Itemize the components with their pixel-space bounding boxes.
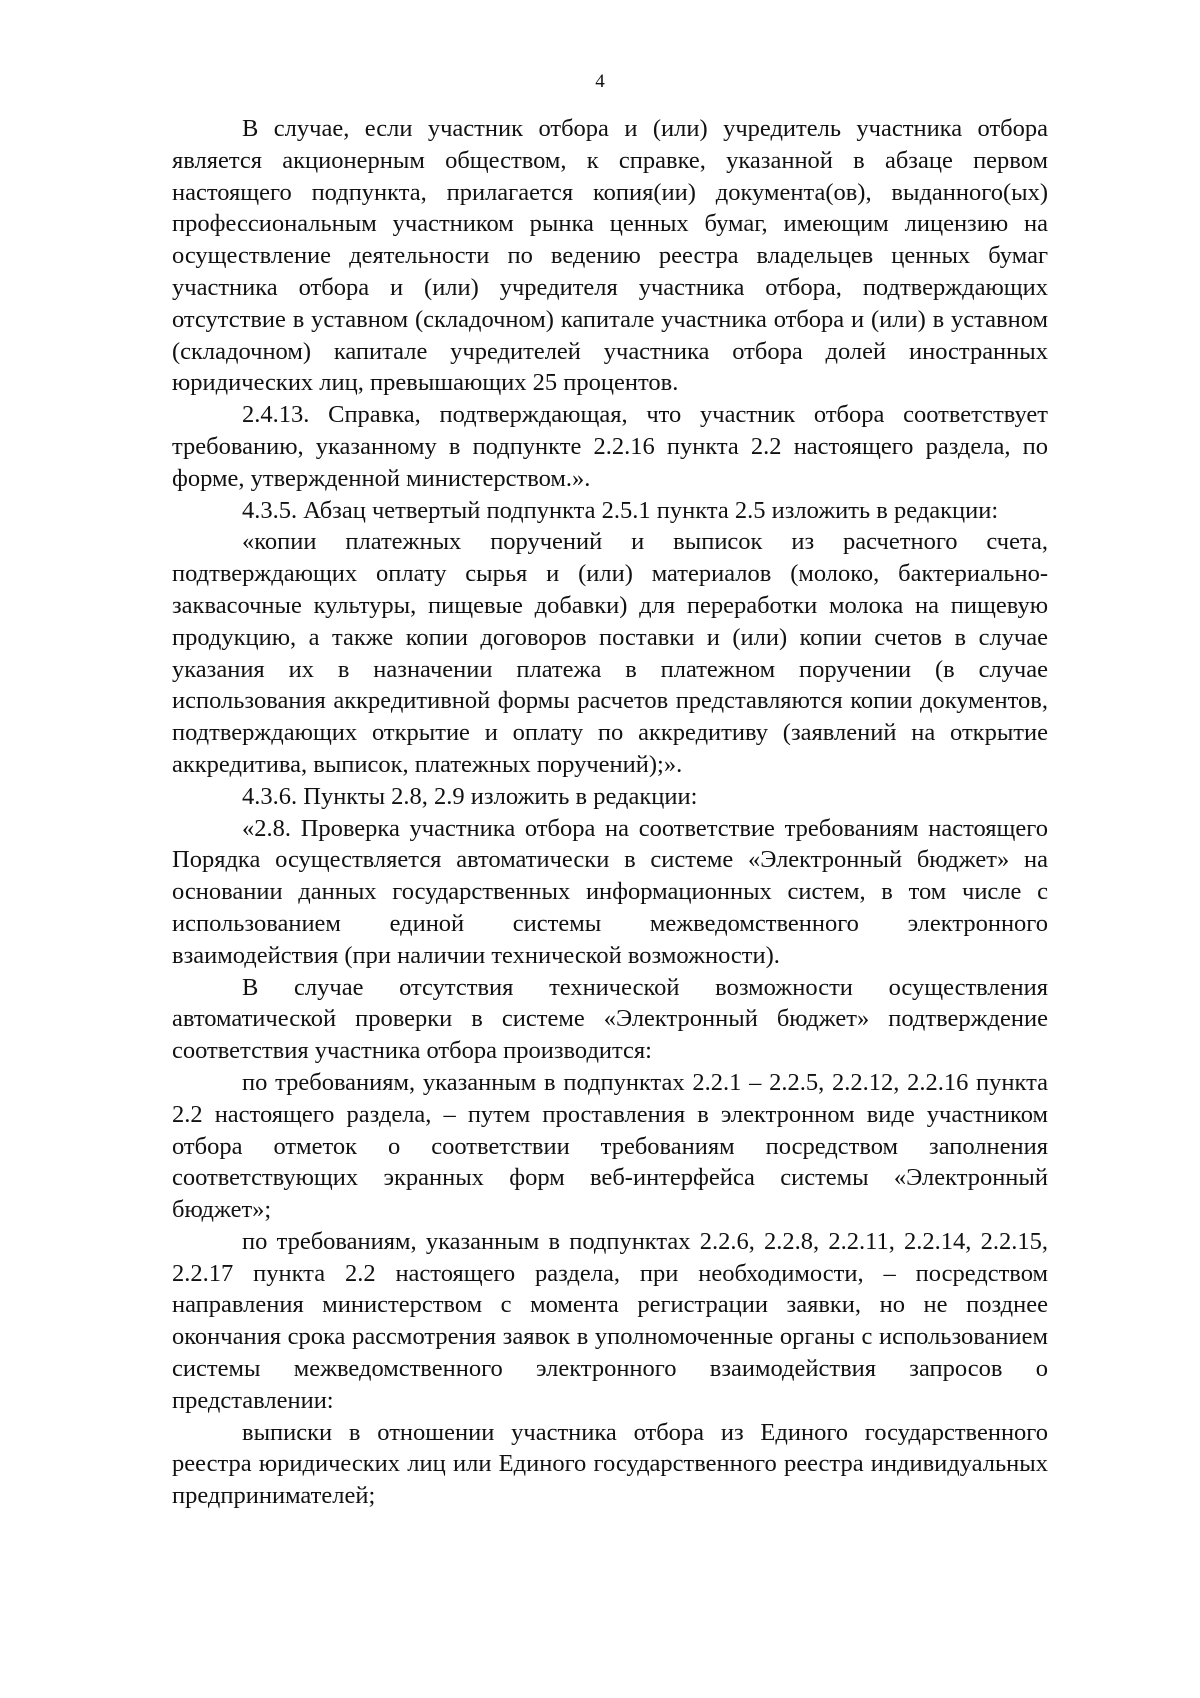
paragraph-payment-copies: «копии платежных поручений и выписок из расчетного счета, подтверждающих оплату сырья и (или) материалов (молоко, бактериально-заквасочные культуры, пищевые добавки) для переработки молока на пищевую продукцию, а также копии договоров поставки и (или) копии счетов в случае указания их в назначении платежа в платежном поручении (в случае использования аккредитивной формы расчетов представляются копии документов, подтверждающих открытие и оплату по аккредитиву (заявлений на открытие аккредитива, выписок, платежных поручений);».: [172, 528, 1048, 778]
paragraph-2-8: «2.8. Проверка участника отбора на соответствие требованиям настоящего Порядка осуществляется автоматически в системе «Электронный бюджет» на основании данных государственных информационных систем, в том числе с использованием единой системы межведомственного электронного взаимодействия (при наличии технической возможности).: [172, 814, 1048, 969]
paragraph-registry-extract: выписки в отношении участника отбора из Единого государственного реестра юридических лиц или Единого государственного реестра индивидуальных предпринимателей;: [172, 1418, 1048, 1510]
document-body: [172, 113, 1048, 1512]
paragraph-4-3-5: 4.3.5. Абзац четвертый подпункта 2.5.1 пункта 2.5 изложить в редакции:: [242, 496, 999, 524]
paragraph-4-3-6: 4.3.6. Пункты 2.8, 2.9 изложить в редакции:: [242, 782, 698, 810]
paragraph-2-4-13: 2.4.13. Справка, подтверждающая, что участник отбора соответствует требованию, указанному в подпункте 2.2.16 пункта 2.2 настоящего раздела, по форме, утвержденной министерством.».: [172, 401, 1048, 492]
paragraph-no-technical-possibility: В случае отсутствия технической возможности осуществления автоматической проверки в системе «Электронный бюджет» подтверждение соответствия участника отбора производится:: [172, 973, 1048, 1065]
paragraph-requirements-interagency-requests: по требованиям, указанным в подпунктах 2.2.6, 2.2.8, 2.2.11, 2.2.14, 2.2.15, 2.2.17 пункта 2.2 настоящего раздела, при необходимости, – посредством направления министерством с момента регистрации заявки, но не позднее окончания срока рассмотрения заявок в уполномоченные органы с использованием системы межведомственного электронного взаимодействия запросов о представлении:: [172, 1227, 1048, 1414]
paragraph-requirements-electronic-marks: по требованиям, указанным в подпунктах 2.2.1 – 2.2.5, 2.2.12, 2.2.16 пункта 2.2 настоящего раздела, – путем проставления в электронном виде участником отбора отметок о соответствии требованиям посредством заполнения соответствующих экранных форм веб-интерфейса системы «Электронный бюджет»;: [172, 1068, 1048, 1224]
paragraph-joint-stock-company: В случае, если участник отбора и (или) учредитель участника отбора является акционерным обществом, к справке, указанной в абзаце первом настоящего подпункта, прилагается копия(ии) документа(ов), выданного(ых) профессиональным участником рынка ценных бумаг, имеющим лицензию на осуществление деятельности по ведению реестра владельцев ценных бумаг участника отбора и (или) учредителя участника отбора, подтверждающих отсутствие в уставном (складочном) капитале участника отбора и (или) в уставном (складочном) капитале учредителей участника отбора долей иностранных юридических лиц, превышающих 25 процентов.: [172, 115, 1048, 397]
page-number: 4: [595, 71, 605, 92]
